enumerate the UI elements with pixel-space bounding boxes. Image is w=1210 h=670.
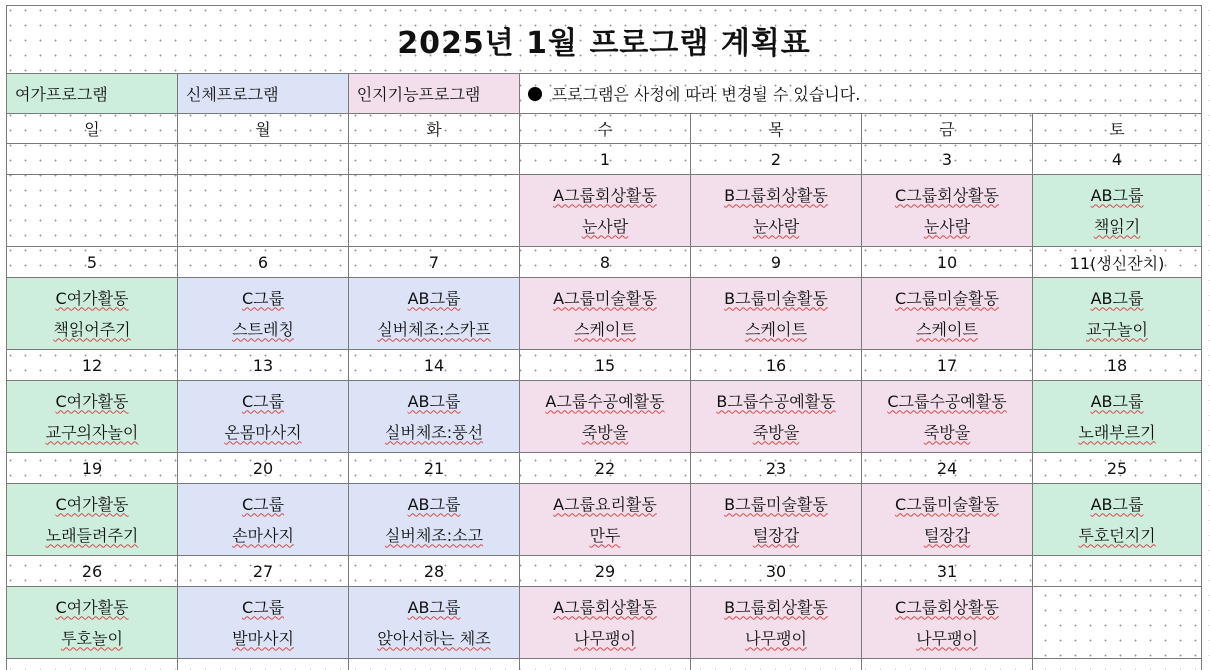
activity-group: AB그룹 xyxy=(407,494,461,514)
date-cell[interactable]: 18 xyxy=(1032,349,1202,380)
date-cell[interactable]: 11(생신잔치) xyxy=(1032,246,1202,277)
weekday-header[interactable]: 월 xyxy=(177,113,348,143)
activity-group: AB그룹 xyxy=(407,597,461,617)
activity-group: AB그룹 xyxy=(1090,288,1144,308)
activity-cell[interactable] xyxy=(6,174,177,246)
activity-detail: 책읽어주기 xyxy=(53,319,131,339)
trailing-row xyxy=(6,658,1202,670)
activity-detail: 눈사람 xyxy=(581,216,629,236)
activity-group: AB그룹 xyxy=(1090,494,1144,514)
date-cell[interactable]: 13 xyxy=(177,349,348,380)
activity-cell[interactable] xyxy=(861,277,1032,349)
title-row xyxy=(6,5,1202,73)
activity-group: C그룹 xyxy=(241,597,285,617)
date-cell[interactable]: 1 xyxy=(519,143,690,174)
activity-cell[interactable] xyxy=(348,380,519,452)
empty-cell[interactable] xyxy=(1032,658,1202,670)
activity-cell[interactable] xyxy=(177,174,348,246)
date-cell[interactable]: 3 xyxy=(861,143,1032,174)
empty-cell[interactable] xyxy=(348,658,519,670)
activity-cell[interactable] xyxy=(348,483,519,555)
activity-detail: 만두 xyxy=(589,525,621,545)
activity-detail: 앉아서하는 체조 xyxy=(377,628,491,648)
weekday-header[interactable]: 금 xyxy=(861,113,1032,143)
date-cell[interactable]: 6 xyxy=(177,246,348,277)
activity-cell[interactable] xyxy=(6,483,177,555)
activity-cell[interactable] xyxy=(519,586,690,658)
activity-row xyxy=(6,277,1202,349)
activity-detail: 눈사람 xyxy=(752,216,800,236)
activity-group: C그룹수공예활동 xyxy=(887,391,1007,411)
date-cell[interactable]: 7 xyxy=(348,246,519,277)
date-cell[interactable]: 27 xyxy=(177,555,348,586)
activity-cell[interactable] xyxy=(177,586,348,658)
activity-group: C그룹미술활동 xyxy=(895,494,999,514)
date-cell[interactable]: 26 xyxy=(6,555,177,586)
activity-group: B그룹미술활동 xyxy=(724,288,828,308)
activity-detail: 스케이트 xyxy=(745,319,807,339)
date-cell[interactable]: 19 xyxy=(6,452,177,483)
note-text: 프로그램은 사정에 따라 변경될 수 있습니다. xyxy=(551,85,861,104)
activity-cell[interactable] xyxy=(690,380,861,452)
activity-cell[interactable] xyxy=(1032,586,1202,658)
activity-row xyxy=(6,174,1202,246)
empty-cell[interactable] xyxy=(177,658,348,670)
activity-detail: 눈사람 xyxy=(923,216,971,236)
activity-cell[interactable] xyxy=(6,380,177,452)
date-row xyxy=(6,555,1202,586)
activity-group: A그룹미술활동 xyxy=(553,288,657,308)
activity-detail: 스케이트 xyxy=(916,319,978,339)
weekday-header[interactable]: 목 xyxy=(690,113,861,143)
legend-row xyxy=(6,73,1202,113)
date-cell[interactable]: 30 xyxy=(690,555,861,586)
activity-detail: 손마사지 xyxy=(232,525,294,545)
empty-cell[interactable] xyxy=(690,658,861,670)
activity-cell[interactable] xyxy=(690,174,861,246)
activity-detail: 실버체조:풍선 xyxy=(384,422,484,442)
activity-group: C여가활동 xyxy=(55,391,129,411)
date-cell[interactable]: 28 xyxy=(348,555,519,586)
activity-group: C그룹 xyxy=(241,494,285,514)
date-cell[interactable]: 9 xyxy=(690,246,861,277)
activity-cell[interactable] xyxy=(177,483,348,555)
date-cell[interactable]: 2 xyxy=(690,143,861,174)
activity-cell[interactable] xyxy=(519,277,690,349)
activity-cell[interactable] xyxy=(348,586,519,658)
activity-group: B그룹회상활동 xyxy=(724,185,828,205)
activity-row xyxy=(6,586,1202,658)
date-cell[interactable]: 29 xyxy=(519,555,690,586)
date-cell[interactable]: 20 xyxy=(177,452,348,483)
legend-cognitive[interactable]: 인지기능프로그램 xyxy=(348,73,519,113)
activity-cell[interactable] xyxy=(6,586,177,658)
activity-group: A그룹수공예활동 xyxy=(545,391,665,411)
date-cell[interactable]: 15 xyxy=(519,349,690,380)
legend-physical[interactable]: 신체프로그램 xyxy=(177,73,348,113)
date-cell[interactable]: 31 xyxy=(861,555,1032,586)
activity-cell[interactable] xyxy=(690,483,861,555)
empty-cell[interactable] xyxy=(519,658,690,670)
activity-cell[interactable] xyxy=(1032,483,1202,555)
activity-detail: 실버체조:소고 xyxy=(384,525,484,545)
activity-cell[interactable] xyxy=(861,380,1032,452)
date-cell[interactable]: 14 xyxy=(348,349,519,380)
weekday-header[interactable]: 수 xyxy=(519,113,690,143)
activity-group: AB그룹 xyxy=(1090,391,1144,411)
activity-detail: 죽방울 xyxy=(581,422,629,442)
activity-detail: 실버체조:스카프 xyxy=(377,319,491,339)
activity-detail: 책읽기 xyxy=(1093,216,1141,236)
legend-leisure[interactable]: 여가프로그램 xyxy=(6,73,177,113)
date-cell[interactable] xyxy=(1032,555,1202,586)
activity-cell[interactable] xyxy=(348,174,519,246)
activity-group: A그룹회상활동 xyxy=(553,597,657,617)
activity-group: AB그룹 xyxy=(1090,185,1144,205)
date-row xyxy=(6,246,1202,277)
activity-cell[interactable] xyxy=(519,380,690,452)
activity-group: C그룹회상활동 xyxy=(895,597,999,617)
activity-detail: 온몸마사지 xyxy=(224,422,302,442)
weekday-header[interactable]: 일 xyxy=(6,113,177,143)
activity-detail: 교구놀이 xyxy=(1086,319,1148,339)
date-cell[interactable]: 24 xyxy=(861,452,1032,483)
date-cell[interactable]: 21 xyxy=(348,452,519,483)
activity-row xyxy=(6,483,1202,555)
activity-cell[interactable] xyxy=(690,586,861,658)
note-cell[interactable] xyxy=(519,73,1202,113)
date-cell[interactable] xyxy=(177,143,348,174)
activity-detail: 죽방울 xyxy=(752,422,800,442)
spreadsheet xyxy=(6,5,1202,670)
date-cell[interactable]: 4 xyxy=(1032,143,1202,174)
activity-detail: 투호놀이 xyxy=(61,628,123,648)
bullet-icon xyxy=(528,87,542,101)
weekday-header[interactable]: 토 xyxy=(1032,113,1202,143)
activity-group: C여가활동 xyxy=(55,288,129,308)
activity-group: B그룹회상활동 xyxy=(724,597,828,617)
activity-group: C여가활동 xyxy=(55,494,129,514)
date-cell[interactable] xyxy=(348,143,519,174)
activity-detail: 나무팽이 xyxy=(574,628,636,648)
date-row xyxy=(6,452,1202,483)
activity-cell[interactable] xyxy=(690,277,861,349)
activity-detail: 스트레칭 xyxy=(232,319,294,339)
date-cell[interactable]: 12 xyxy=(6,349,177,380)
activity-group: C그룹회상활동 xyxy=(895,185,999,205)
activity-group: C그룹미술활동 xyxy=(895,288,999,308)
activity-detail: 노래부르기 xyxy=(1078,422,1156,442)
activity-cell[interactable] xyxy=(519,174,690,246)
activity-group: C여가활동 xyxy=(55,597,129,617)
empty-cell[interactable] xyxy=(861,658,1032,670)
date-cell[interactable]: 10 xyxy=(861,246,1032,277)
activity-cell[interactable] xyxy=(1032,277,1202,349)
empty-cell[interactable] xyxy=(6,658,177,670)
activity-detail: 노래들려주기 xyxy=(45,525,139,545)
calendar-body xyxy=(6,143,1202,658)
activity-cell[interactable] xyxy=(861,483,1032,555)
activity-group: C그룹 xyxy=(241,391,285,411)
date-row xyxy=(6,349,1202,380)
activity-detail: 죽방울 xyxy=(923,422,971,442)
date-cell[interactable] xyxy=(6,143,177,174)
activity-detail: 교구의자놀이 xyxy=(45,422,139,442)
activity-row xyxy=(6,380,1202,452)
activity-cell[interactable] xyxy=(177,380,348,452)
date-cell[interactable]: 5 xyxy=(6,246,177,277)
activity-cell[interactable] xyxy=(177,277,348,349)
activity-detail: 나무팽이 xyxy=(745,628,807,648)
activity-detail: 스케이트 xyxy=(574,319,636,339)
activity-cell[interactable] xyxy=(519,483,690,555)
activity-cell[interactable] xyxy=(861,586,1032,658)
activity-detail: 발마사지 xyxy=(232,628,294,648)
activity-cell[interactable] xyxy=(6,277,177,349)
activity-cell[interactable] xyxy=(861,174,1032,246)
activity-detail: 털장갑 xyxy=(923,525,971,545)
activity-group: A그룹요리활동 xyxy=(553,494,657,514)
page-title[interactable]: 2025년 1월 프로그램 계획표 xyxy=(6,5,1202,73)
date-cell[interactable]: 17 xyxy=(861,349,1032,380)
activity-group: AB그룹 xyxy=(407,288,461,308)
weekday-header[interactable]: 화 xyxy=(348,113,519,143)
date-cell[interactable]: 25 xyxy=(1032,452,1202,483)
activity-detail: 나무팽이 xyxy=(916,628,978,648)
activity-cell[interactable] xyxy=(1032,380,1202,452)
date-cell[interactable]: 16 xyxy=(690,349,861,380)
date-cell[interactable]: 8 xyxy=(519,246,690,277)
weekday-header-row xyxy=(6,113,1202,143)
activity-group: B그룹수공예활동 xyxy=(716,391,836,411)
activity-group: A그룹회상활동 xyxy=(553,185,657,205)
date-cell[interactable]: 22 xyxy=(519,452,690,483)
activity-group: C그룹 xyxy=(241,288,285,308)
activity-detail: 투호던지기 xyxy=(1078,525,1156,545)
date-row xyxy=(6,143,1202,174)
activity-cell[interactable] xyxy=(1032,174,1202,246)
activity-cell[interactable] xyxy=(348,277,519,349)
date-cell[interactable]: 23 xyxy=(690,452,861,483)
activity-group: B그룹미술활동 xyxy=(724,494,828,514)
activity-group: AB그룹 xyxy=(407,391,461,411)
activity-detail: 털장갑 xyxy=(752,525,800,545)
